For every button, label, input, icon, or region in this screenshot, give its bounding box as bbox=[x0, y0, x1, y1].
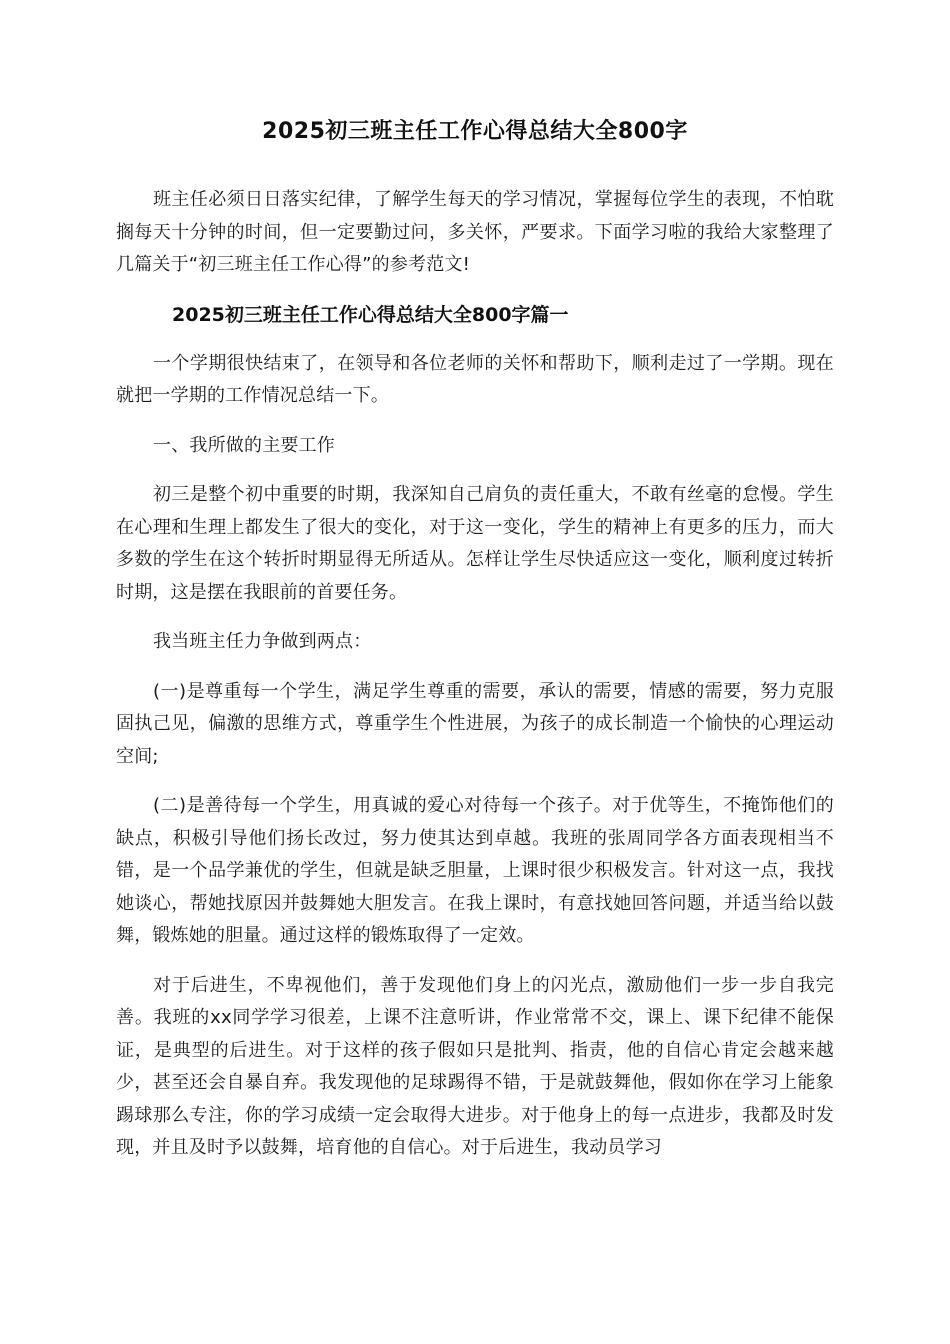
intro-paragraph: 班主任必须日日落实纪律，了解学生每天的学习情况，掌握每位学生的表现，不怕耽搁每天十分钟的时间，但一定要勤过问，多关怀，严要求。下面学习啦的我给大家整理了几篇关于“初三班主任工作心得”的参考范文! bbox=[116, 189, 834, 275]
body-paragraph: 对于后进生，不卑视他们，善于发现他们身上的闪光点，激励他们一步一步自我完善。我班的xx同学学习很差，上课不注意听讲，作业常常不交，课上、课下纪律不能保证，是典型的后进生。对于这样的孩子假如只是批判、指责，他的自信心肯定会越来越少，甚至还会自暴自弃。我发现他的足球踢得不错，于是就鼓舞他，假如你在学习上能象踢球那么专注，你的学习成绩一定会取得大进步。对于他身上的每一点进步，我都及时发现，并且及时予以鼓舞，培育他的自信心。对于后进生，我动员学习 bbox=[116, 974, 834, 1158]
body-paragraph: 我当班主任力争做到两点： bbox=[153, 631, 372, 652]
body-paragraph: (一)是尊重每一个学生，满足学生尊重的需要，承认的需要，情感的需要，努力克服固执己见，偏激的思维方式，尊重学生个性进展，为孩子的成长制造一个愉快的心理运动空间; bbox=[116, 680, 834, 767]
body-paragraph: (二)是善待每一个学生，用真诚的爱心对待每一个孩子。对于优等生，不掩饰他们的缺点，积极引导他们扬长改过，努力使其达到卓越。我班的张周同学各方面表现相当不错，是一个品学兼优的学生，但就是缺乏胆量，上课时很少积极发言。针对这一点，我找她谈心，帮她找原因并鼓舞她大胆发言。在我上课时，有意找她回答问题，并适当给以鼓舞，锻炼她的胆量。通过这样的锻炼取得了一定效。 bbox=[116, 795, 834, 946]
document-title: 2025初三班主任工作心得总结大全800字 bbox=[262, 119, 688, 144]
body-paragraph: 初三是整个初中重要的时期，我深知自己肩负的责任重大，不敢有丝毫的怠慢。学生在心理和生理上都发生了很大的变化，对于这一变化，学生的精神上有更多的压力，而大多数的学生在这个转折时期显得无所适从。怎样让学生尽快适应这一变化，顺利度过转折时期，这是摆在我眼前的首要任务。 bbox=[116, 484, 834, 603]
section-title: 2025初三班主任工作心得总结大全800字篇一 bbox=[172, 303, 569, 326]
body-heading: 一、我所做的主要工作 bbox=[153, 434, 335, 456]
document-page bbox=[116, 110, 834, 1165]
body-paragraph: 一个学期很快结束了，在领导和各位老师的关怀和帮助下，顺利走过了一学期。现在就把一学期的工作情况总结一下。 bbox=[116, 352, 834, 406]
